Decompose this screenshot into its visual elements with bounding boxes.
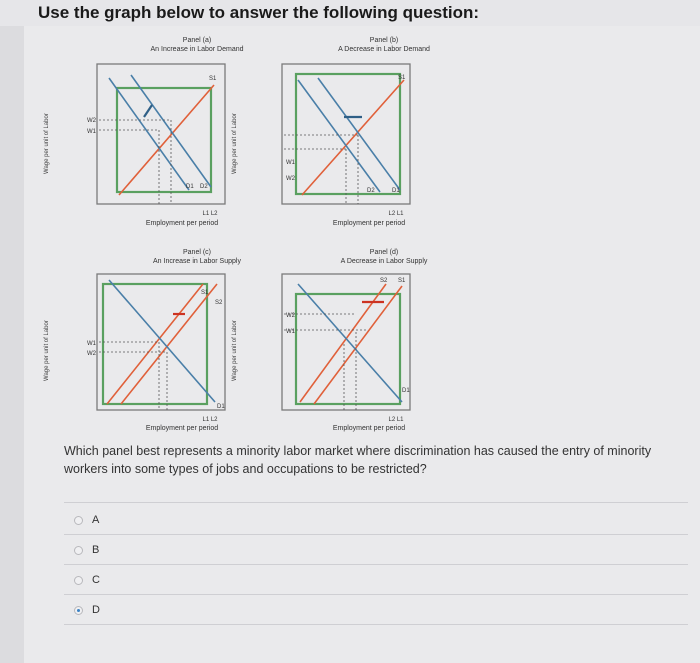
prompt-bar [0, 0, 700, 26]
panel-d-s1-label: S1 [398, 278, 406, 284]
panel-b-d2-label: D2 [367, 188, 375, 194]
prompt-text: Use the graph below to answer the following question: [38, 3, 480, 22]
panel-d-ylabel: Wage per unit of Labor [232, 320, 238, 381]
panel-b-d1-curve [318, 78, 400, 190]
option-a[interactable] [74, 511, 99, 529]
panel-b-s1-label: S1 [398, 75, 406, 81]
panel-a-d2-label: D2 [200, 184, 208, 190]
panel-d-title [299, 248, 469, 266]
labor-market-graph [44, 26, 464, 438]
panel-c-label: Panel (c) [182, 249, 211, 256]
panel-d-l-labels: L2 L1 [388, 417, 404, 423]
divider [64, 502, 688, 503]
panel-a-d1-label: D1 [186, 184, 194, 190]
option-a-radio[interactable] [74, 516, 83, 525]
panel-c-s1-label: S1 [201, 290, 209, 296]
panel-d-plot [274, 270, 419, 416]
panel-a-subtitle: An Increase in Labor Demand [150, 46, 244, 53]
panel-c-s2-label: S2 [215, 300, 223, 306]
panel-c-title [112, 248, 282, 266]
panel-a-d2-curve [131, 75, 211, 187]
panel-d-w2-label: W2 [286, 313, 295, 319]
divider [64, 624, 688, 625]
divider [64, 534, 688, 535]
panel-b-d2-curve [298, 80, 380, 192]
panel-c-w1-label: W1 [87, 341, 96, 347]
panel-a-s1-label: S1 [209, 76, 217, 82]
panel-b-s1-curve [302, 80, 404, 195]
panel-d-d1-label: D1 [402, 388, 410, 394]
panel-c-ylabel: Wage per unit of Labor [44, 320, 50, 381]
panel-b-xlabel: Employment per period [332, 220, 406, 227]
option-b-label: B [92, 544, 100, 556]
question-text: Which panel best represents a minority labor market where discrimination has caused the entry of minority workers into some types of jobs and occupations to be restricted? [64, 444, 652, 476]
option-c[interactable] [74, 571, 100, 589]
panel-b-ylabel: Wage per unit of Labor [232, 113, 238, 174]
panel-b-w2-label: W2 [286, 176, 295, 182]
panel-a-d1-curve [109, 78, 189, 190]
divider [64, 594, 688, 595]
panel-c-w2-label: W2 [87, 351, 96, 357]
panel-a-w1-label: W1 [87, 129, 96, 135]
panel-c-s2-curve [121, 284, 217, 404]
panel-d-subtitle: A Decrease in Labor Supply [340, 258, 428, 265]
panel-c-xlabel: Employment per period [145, 425, 219, 432]
panel-b-w1-label: W1 [286, 160, 295, 166]
panel-b-subtitle: A Decrease in Labor Demand [338, 46, 430, 53]
question-sheet [24, 26, 700, 663]
panel-d-label: Panel (d) [369, 249, 399, 256]
panel-c-l-labels: L1 L2 [202, 417, 218, 423]
panel-c-d1-curve [109, 280, 215, 402]
panel-b-highlight-box [296, 74, 400, 194]
panel-a-w2-label: W2 [87, 118, 96, 124]
panel-b-l-labels: L2 L1 [388, 211, 404, 217]
panel-d-w1-label: W1 [286, 329, 295, 335]
panel-b-plot [274, 60, 419, 210]
option-a-label: A [92, 514, 100, 526]
panel-c-plot [89, 270, 234, 416]
panel-c-subtitle: An Increase in Labor Supply [153, 258, 241, 265]
panel-d-xlabel: Employment per period [332, 425, 406, 432]
panel-c-d1-label: D1 [217, 404, 225, 410]
panel-b-label: Panel (b) [369, 37, 399, 44]
panel-a-ylabel: Wage per unit of Labor [44, 113, 50, 174]
option-b[interactable] [74, 541, 99, 559]
panel-a-shift-arrow [144, 105, 152, 117]
panel-c-s1-curve [107, 284, 203, 404]
divider [64, 564, 688, 565]
option-d-label: D [92, 604, 100, 616]
panel-d-s2-label: S2 [380, 278, 388, 284]
option-d[interactable] [74, 601, 100, 619]
panel-a-plot [89, 60, 234, 210]
option-d-radio[interactable] [74, 606, 83, 615]
panel-b-title [299, 36, 469, 54]
panel-b-d1-label: D1 [392, 188, 400, 194]
panel-a-l-labels: L1 L2 [202, 211, 218, 217]
panel-a-xlabel: Employment per period [145, 220, 219, 227]
panel-a-s1-curve [119, 85, 214, 195]
panel-a-title [112, 36, 282, 54]
panel-a-label: Panel (a) [182, 37, 212, 44]
option-c-radio[interactable] [74, 576, 83, 585]
option-c-label: C [92, 574, 100, 586]
option-b-radio[interactable] [74, 546, 83, 555]
